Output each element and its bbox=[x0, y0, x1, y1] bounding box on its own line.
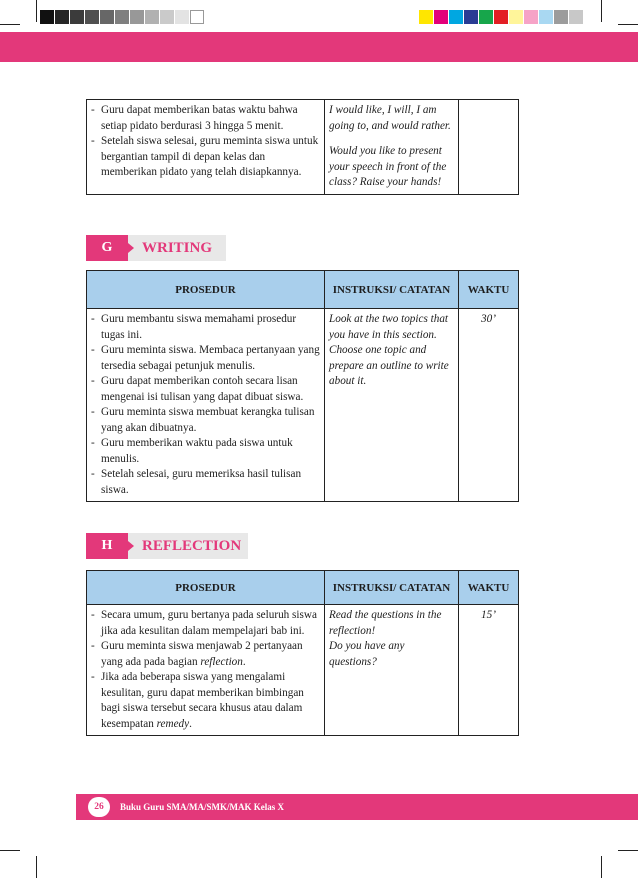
color-swatch bbox=[494, 10, 508, 24]
procedure-cell bbox=[87, 605, 325, 736]
table-row bbox=[87, 100, 519, 195]
color-swatch bbox=[115, 10, 129, 24]
instruction-text: Do you have any questions? bbox=[329, 640, 405, 668]
header-procedure: PROSEDUR bbox=[87, 271, 325, 309]
list-item-text: Jika ada beberapa siswa yang mengalami kesulitan, guru dapat memberikan bimbingan bagi siswa tersebut secara khusus atau dalam kesempatan bbox=[101, 671, 304, 730]
header-procedure: PROSEDUR bbox=[87, 571, 325, 605]
color-swatch bbox=[464, 10, 478, 24]
list-item: - Guru dapat memberikan contoh secara lisan mengenai isi tulisan yang dapat dibuat siswa. bbox=[91, 374, 320, 405]
color-swatch bbox=[509, 10, 523, 24]
list-item bbox=[91, 639, 320, 670]
color-swatch bbox=[524, 10, 538, 24]
header-instruction: INSTRUKSI/ CATATAN bbox=[325, 571, 459, 605]
color-swatch bbox=[145, 10, 159, 24]
table-header-row bbox=[87, 571, 519, 605]
list-item-text: . bbox=[242, 655, 246, 668]
list-item bbox=[91, 670, 320, 732]
table-row bbox=[87, 309, 519, 502]
page-number: 26 bbox=[88, 797, 110, 817]
time-cell: 15’ bbox=[459, 605, 519, 736]
time-cell bbox=[459, 100, 519, 195]
list-item-emphasis: remedy bbox=[156, 717, 190, 730]
crop-mark bbox=[618, 24, 638, 25]
crop-mark bbox=[36, 0, 37, 22]
section-header-writing bbox=[86, 235, 226, 261]
list-item-text: Guru meminta siswa menjawab 2 pertanyaan yang ada pada bagian bbox=[101, 640, 303, 668]
reflection-table bbox=[86, 570, 519, 736]
color-swatch bbox=[85, 10, 99, 24]
arrow-right-icon bbox=[128, 541, 134, 551]
list-item: - Secara umum, guru bertanya pada seluruh siswa jika ada kesulitan dalam mempelajari bab ini. bbox=[91, 608, 320, 639]
speaking-continuation-table bbox=[86, 99, 519, 195]
table-row bbox=[87, 605, 519, 736]
procedure-cell bbox=[87, 100, 325, 195]
crop-mark bbox=[36, 856, 37, 878]
table-header-row bbox=[87, 271, 519, 309]
list-item: - Setelah selesai, guru memeriksa hasil tulisan siswa. bbox=[91, 467, 320, 498]
list-item: - Guru memberikan waktu pada siswa untuk menulis. bbox=[91, 436, 320, 467]
crop-mark bbox=[601, 856, 602, 878]
section-title: WRITING bbox=[142, 240, 213, 256]
book-title: Buku Guru SMA/MA/SMK/MAK Kelas X bbox=[120, 802, 285, 812]
crop-mark bbox=[0, 24, 20, 25]
procedure-cell bbox=[87, 309, 325, 502]
section-letter: H bbox=[86, 533, 128, 559]
color-swatch bbox=[175, 10, 189, 24]
color-swatch bbox=[190, 10, 204, 24]
color-swatch bbox=[40, 10, 54, 24]
instruction-cell: Look at the two topics that you have in this section. Choose one topic and prepare an outline to write about it. bbox=[325, 309, 459, 502]
section-header-reflection bbox=[86, 533, 248, 559]
time-cell: 30’ bbox=[459, 309, 519, 502]
color-swatch bbox=[479, 10, 493, 24]
instruction-text: I would like, I will, I am going to, and would rather. bbox=[329, 104, 451, 132]
crop-mark bbox=[618, 850, 638, 851]
writing-table bbox=[86, 270, 519, 502]
instruction-cell bbox=[325, 605, 459, 736]
color-swatch bbox=[55, 10, 69, 24]
color-swatch bbox=[160, 10, 174, 24]
color-swatch bbox=[539, 10, 553, 24]
color-swatch bbox=[419, 10, 433, 24]
header-time: WAKTU bbox=[459, 571, 519, 605]
instruction-text: Would you like to present your speech in front of the class? Raise your hands! bbox=[329, 145, 447, 188]
header-time: WAKTU bbox=[459, 271, 519, 309]
list-item: - Guru meminta siswa. Membaca pertanyaan yang tersedia sebagai petunjuk menulis. bbox=[91, 343, 320, 374]
crop-mark bbox=[0, 850, 20, 851]
crop-mark bbox=[601, 0, 602, 22]
list-item-text: . bbox=[189, 717, 192, 730]
arrow-right-icon bbox=[128, 243, 134, 253]
color-swatch bbox=[449, 10, 463, 24]
color-swatch bbox=[554, 10, 568, 24]
color-swatch bbox=[130, 10, 144, 24]
color-swatch bbox=[70, 10, 84, 24]
header-band bbox=[0, 32, 638, 62]
list-item: - Guru dapat memberikan batas waktu bahwa setiap pidato berdurasi 3 hingga 5 menit. bbox=[91, 103, 320, 134]
list-item-emphasis: reflection bbox=[200, 655, 243, 668]
color-swatch bbox=[434, 10, 448, 24]
list-item: - Guru membantu siswa memahami prosedur tugas ini. bbox=[91, 312, 320, 343]
instruction-cell bbox=[325, 100, 459, 195]
instruction-text: Read the questions in the reflection! bbox=[329, 609, 442, 637]
section-letter: G bbox=[86, 235, 128, 261]
color-swatch bbox=[100, 10, 114, 24]
section-title: REFLECTION bbox=[142, 538, 242, 554]
list-item: - Setelah siswa selesai, guru meminta siswa untuk bergantian tampil di depan kelas dan memberikan pidato yang telah disiapkannya. bbox=[91, 134, 320, 181]
color-swatch bbox=[569, 10, 583, 24]
header-instruction: INSTRUKSI/ CATATAN bbox=[325, 271, 459, 309]
list-item: - Guru meminta siswa membuat kerangka tulisan yang akan dibuatnya. bbox=[91, 405, 320, 436]
